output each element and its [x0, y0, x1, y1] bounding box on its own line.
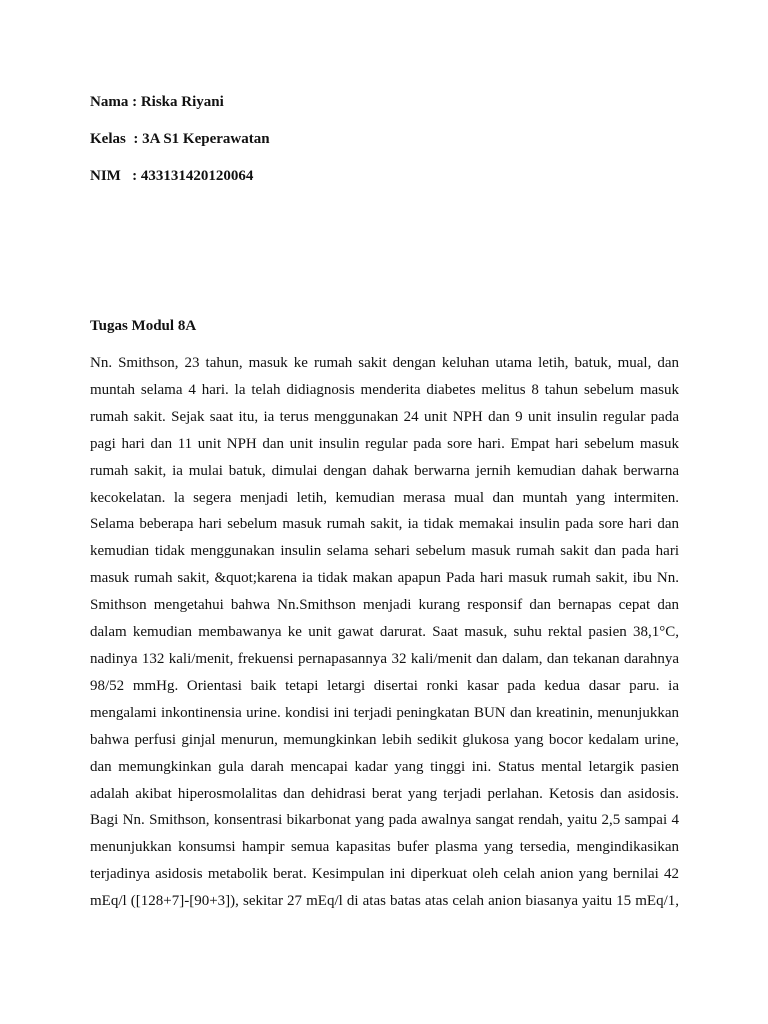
paragraph-line: adalah akibat hiperosmolalitas dan dehidrasi berat yang terjadi perlahan. Ketosis dan asidosis.	[90, 785, 679, 802]
paragraph-line: rumah sakit, ia mulai batuk, dimulai dengan dahak berwarna jernih kemudian dahak berwarna	[90, 462, 679, 479]
assignment-title: Tugas Modul 8A	[90, 318, 197, 334]
paragraph-line: kemudian tidak menggunakan insulin selama sehari sebelum masuk rumah sakit dan pada hari	[90, 543, 679, 560]
paragraph-line: terjadinya asidosis metabolik berat. Kesimpulan ini diperkuat oleh celah anion yang bernilai 42	[90, 866, 679, 883]
paragraph-line: Bagi Nn. Smithson, konsentrasi bikarbonat yang pada awalnya sangat rendah, yaitu 2,5 sampai 4	[90, 812, 679, 829]
paragraph-line: dalam kemudian membawanya ke unit gawat darurat. Saat masuk, suhu rektal pasien 38,1°C,	[90, 624, 679, 641]
paragraph-line: Nn. Smithson, 23 tahun, masuk ke rumah sakit dengan keluhan utama letih, batuk, mual, dan	[90, 355, 679, 371]
paragraph-line: mEq/l ([128+7]-[90+3]), sekitar 27 mEq/l di atas batas atas celah anion biasanya yaitu 15 mEq/1,	[90, 893, 679, 910]
paragraph-line: rumah sakit. Sejak saat itu, ia terus menggunakan 24 unit NPH dan 9 unit insulin regular pada	[90, 408, 679, 425]
paragraph-line: bahwa perfusi ginjal menurun, memungkinkan lebih sedikit glukosa yang bocor kedalam urine,	[90, 731, 679, 748]
paragraph-line: dan memungkinkan gula darah mencapai kadar yang tinggi ini. Status mental letargik pasien	[90, 758, 679, 775]
student-name: Nama : Riska Riyani	[90, 94, 224, 110]
paragraph-line: Selama beberapa hari sebelum masuk rumah sakit, ia tidak memakai insulin pada sore hari dan	[90, 516, 679, 533]
paragraph-line: 98/52 mmHg. Orientasi baik tetapi letargi disertai ronki kasar pada kedua dasar paru. ia	[90, 677, 679, 694]
case-paragraph	[90, 350, 679, 915]
student-info	[90, 92, 270, 203]
paragraph-line: masuk rumah sakit, &quot;karena ia tidak makan apapun Pada hari masuk rumah sakit, ibu Nn.	[90, 570, 679, 587]
student-nim: NIM : 433131420120064	[90, 168, 254, 184]
paragraph-line: mengalami inkontinensia urine. kondisi ini terjadi peningkatan BUN dan kreatinin, menunjukkan	[90, 704, 679, 721]
paragraph-line: pagi hari dan 11 unit NPH dan unit insulin regular pada sore hari. Empat hari sebelum masuk	[90, 435, 679, 452]
student-class: Kelas : 3A S1 Keperawatan	[90, 131, 270, 147]
paragraph-line: muntah selama 4 hari. la telah didiagnosis menderita diabetes melitus 8 tahun sebelum masuk	[90, 381, 679, 398]
paragraph-line: menunjukkan konsumsi hampir semua kapasitas bufer plasma yang tersedia, mengindikasikan	[90, 839, 679, 856]
paragraph-line: kecokelatan. la segera menjadi letih, kemudian merasa mual dan muntah yang intermiten.	[90, 489, 679, 506]
paragraph-line: nadinya 132 kali/menit, frekuensi pernapasannya 32 kali/menit dan dalam, dan tekanan darahnya	[90, 650, 679, 667]
paragraph-line: Smithson mengetahui bahwa Nn.Smithson menjadi kurang responsif dan bernapas cepat dan	[90, 597, 679, 614]
